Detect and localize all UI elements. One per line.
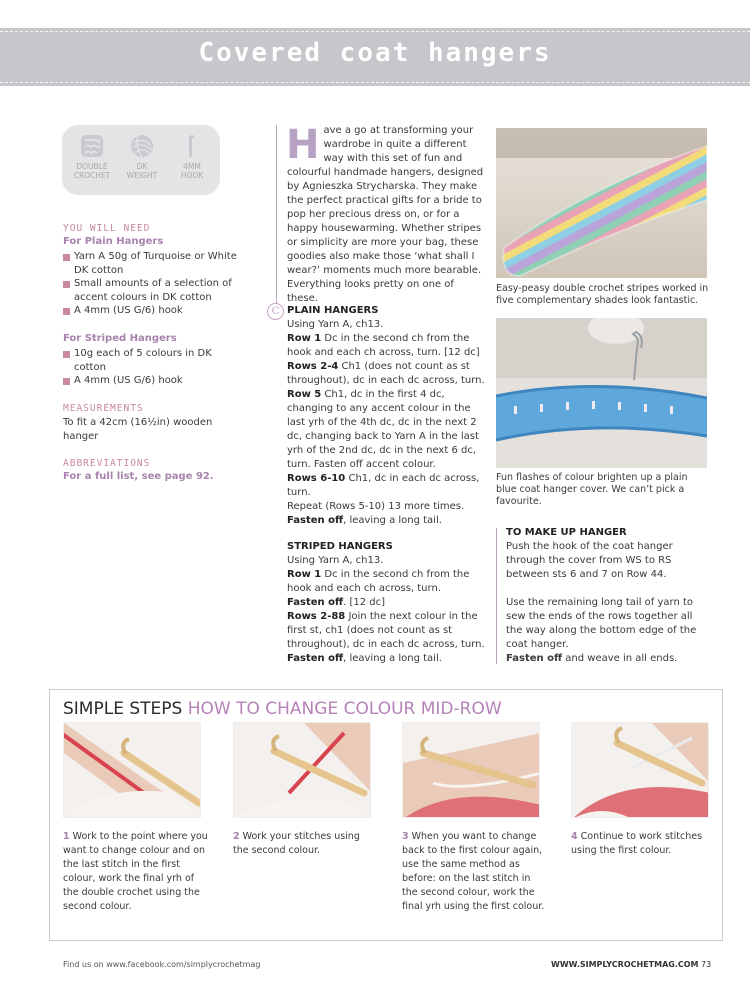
intro-paragraph	[287, 124, 484, 306]
plain-hangers-pattern	[287, 304, 487, 528]
skill-dk-weight	[118, 133, 166, 180]
step-4-text: 4 Continue to work stitches using the first colour.	[571, 831, 703, 856]
skills-panel	[62, 125, 220, 195]
footer-site-url[interactable]: WWW.SIMPLYCROCHETMAG.COM	[551, 960, 699, 969]
footer-facebook-link[interactable]: Find us on www.facebook.com/simplycrochetmag	[63, 960, 261, 969]
pattern-repeat: Repeat (Rows 5-10) 13 more times.	[287, 501, 465, 512]
measurements-text: To fit a 42cm (16½in) wooden hanger	[63, 417, 213, 442]
materials-item: Yarn A 50g of Turquoise or White DK cotton	[63, 250, 238, 278]
striped-hangers-pattern	[287, 540, 487, 666]
pattern-row: Fasten off. [12 dc]	[287, 597, 386, 608]
measurements-heading: MEASUREMENTS	[63, 403, 144, 414]
materials-item: Small amounts of a selection of accent colours in DK cotton	[63, 277, 238, 305]
simple-steps-title: SIMPLE STEPS HOW TO CHANGE COLOUR MID-ROW	[63, 699, 502, 719]
skill-double-crochet	[68, 133, 116, 180]
footer-site	[551, 960, 711, 969]
difficulty-badge: C	[267, 303, 284, 320]
skill-label-2: HOOK	[180, 170, 204, 180]
yarn-ball-icon	[129, 133, 155, 159]
step-3-photo	[402, 722, 540, 818]
page-number: 73	[701, 960, 712, 969]
materials-item: A 4mm (US G/6) hook	[63, 304, 238, 318]
make-up-fasten: Fasten off and weave in all ends.	[506, 653, 678, 664]
step-2-photo	[233, 722, 371, 818]
plain-hangers-materials-heading: For Plain Hangers	[63, 236, 164, 247]
pattern-row: Rows 2-88 Join the next colour in the first st, ch1 (does not count as st throughout), dc in each dc across, turn.	[287, 611, 485, 650]
title-bar-top-stitch	[0, 31, 750, 32]
column-divider	[276, 125, 277, 310]
page-title: Covered coat hangers	[198, 38, 552, 68]
pattern-row: Row 5 Ch1, dc in the first 4 dc, changing to any accent colour in the last yrh of the 4th dc, dc in the next 2 dc, changing back to Yarn A in the last yrh of the 2nd dc, dc in the next 6 dc, turn. Fasten off accent colour.	[287, 389, 479, 470]
hook-icon	[179, 133, 205, 159]
pattern-row: Row 1 Dc in the second ch from the hook and each ch across, turn. [12 dc]	[287, 333, 480, 358]
step-4-photo	[571, 722, 709, 818]
make-up-divider	[496, 528, 497, 664]
striped-hanger-photo	[496, 128, 707, 278]
striped-hangers-heading: STRIPED HANGERS	[287, 541, 393, 552]
pattern-fasten-off: Fasten off, leaving a long tail.	[287, 515, 442, 526]
skill-label-1: DOUBLE	[76, 162, 108, 171]
make-up-section	[506, 526, 711, 666]
photo-caption-1: Easy-peasy double crochet stripes worked in five complementary shades look fantastic.	[496, 283, 709, 306]
skill-label-1: DK	[136, 162, 148, 171]
step-1-text: 1 Work to the point where you want to change colour and on the last stitch in the first colour, work the final yrh of the double crochet using the second colour.	[63, 831, 208, 912]
photo-caption-2: Fun flashes of colour brighten up a plain blue coat hanger cover. We can’t pick a favourite.	[496, 472, 688, 507]
you-will-need-heading: YOU WILL NEED	[63, 223, 151, 234]
crochet-stitch-icon	[79, 133, 105, 159]
title-bar-bottom-stitch	[0, 82, 750, 83]
make-up-p1: Push the hook of the coat hanger through the cover from WS to RS between sts 6 and 7 on Row 44.	[506, 541, 673, 580]
skill-4mm-hook	[168, 133, 216, 180]
pattern-row: Row 1 Dc in the second ch from the hook and each ch across, turn.	[287, 569, 470, 594]
striped-hangers-materials-heading: For Striped Hangers	[63, 333, 177, 344]
pattern-row: Rows 2-4 Ch1 (does not count as st throughout), dc in each dc across, turn.	[287, 361, 485, 386]
step-2-text: 2 Work your stitches using the second colour.	[233, 831, 360, 856]
step-3-text: 3 When you want to change back to the first colour again, use the same method as before: on the last stitch in the second colour, work the final yrh using the first colour.	[402, 831, 545, 912]
blue-hanger-photo	[496, 318, 707, 468]
intro-text: ave a go at transforming your wardrobe in quite a different way with this set of fun and colourful handmade hangers, designed by Agnieszka Strycharska. They make the perfect practical gifts for a bride to pop her precious dress on, or for a happy housewarming. Whether stripes or simplicity are more your bag, these goodies also make those ‘what shall I wear?’ moments much more bearable. Everything looks pretty on one of these.	[287, 125, 484, 304]
skill-label-2: WEIGHT	[126, 170, 158, 180]
drop-cap: H	[286, 122, 320, 168]
plain-hangers-intro: Using Yarn A, ch13.	[287, 319, 384, 330]
make-up-p2: Use the remaining long tail of yarn to sew the ends of the rows together all the way along the bottom edge of the coat hanger.	[506, 597, 697, 650]
striped-hangers-intro: Using Yarn A, ch13.	[287, 555, 384, 566]
make-up-heading: TO MAKE UP HANGER	[506, 527, 627, 538]
skill-label-2: CROCHET	[73, 170, 111, 180]
pattern-row: Rows 6-10 Ch1, dc in each dc across, turn.	[287, 473, 480, 498]
step-1-photo	[63, 722, 201, 818]
materials-item: A 4mm (US G/6) hook	[63, 374, 238, 388]
pattern-fasten-off: Fasten off, leaving a long tail.	[287, 653, 442, 664]
abbreviations-link[interactable]: For a full list, see page 92.	[63, 471, 214, 482]
materials-item: 10g each of 5 colours in DK cotton	[63, 347, 223, 375]
skill-label-1: 4MM	[183, 162, 201, 171]
abbreviations-heading: ABBREVIATIONS	[63, 458, 151, 469]
plain-hangers-heading: PLAIN HANGERS	[287, 305, 379, 316]
